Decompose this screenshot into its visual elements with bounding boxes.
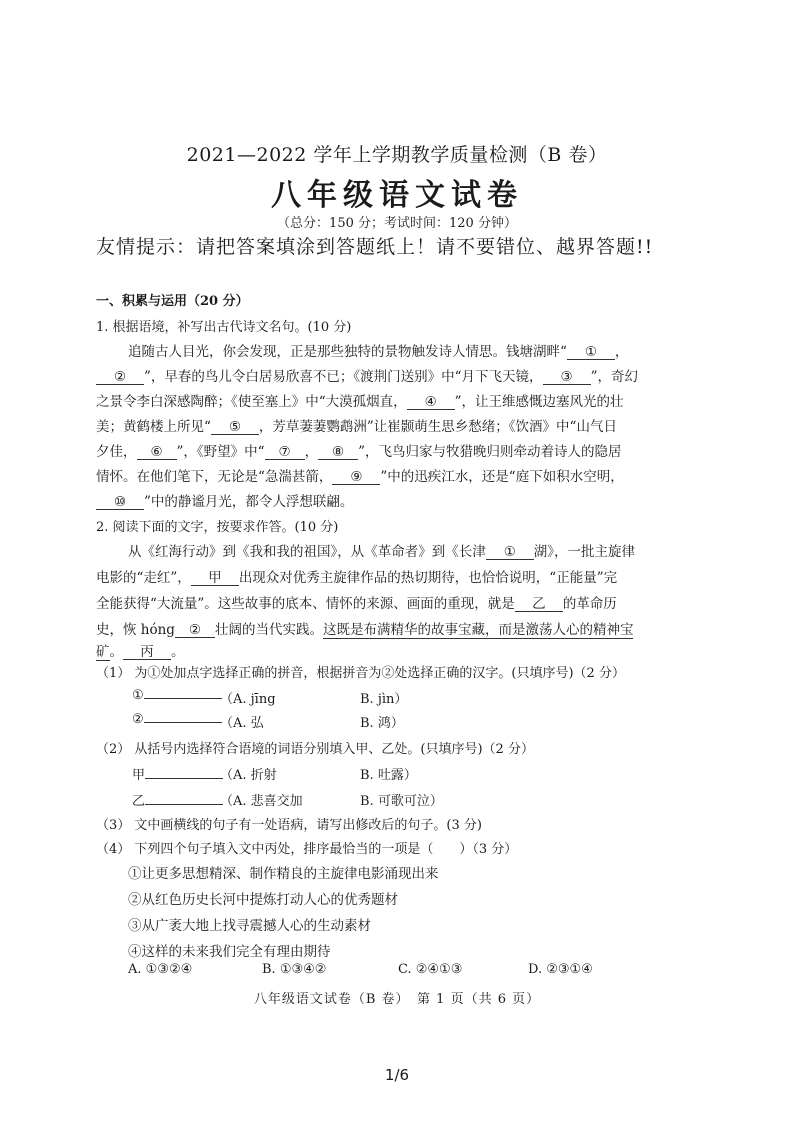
blank-3[interactable]: ③ xyxy=(543,370,591,385)
page-indicator: 1/6 xyxy=(384,1066,410,1084)
choice-c[interactable]: C. ②④①③ xyxy=(398,962,463,977)
sub1-row-1: ① xyxy=(132,688,222,703)
sub-question-1: （1） 为①处加点字选择正确的拼音，根据拼音为②处选择正确的汉字。(只填序号)（2 分） xyxy=(96,666,625,681)
sub2-row-1: 甲 xyxy=(132,764,223,783)
q2-passage-line-2: 电影的“走红”， 甲 出现众对优秀主旋律作品的热切期待，也恰恰说明，“正能量”完 xyxy=(96,570,618,586)
sub1-row-2-option-a: （A. 弘 xyxy=(220,716,264,731)
blank-1[interactable]: ① xyxy=(567,345,615,360)
q2-passage-line-4: 史，恢 hóng ② 壮阔的当代实践。这既是布满精华的故事宝藏，而是激荡人心的精神宝 xyxy=(96,622,634,638)
choice-a[interactable]: A. ①③②④ xyxy=(128,962,193,977)
sub1-row-2-option-b: B. 鸿） xyxy=(360,716,404,731)
q1-line-1: 追随古人目光，你会发现，正是那些独特的景物触发诗人情思。钱塘湖畔“ ① ， xyxy=(128,344,629,360)
sub2-row-1-option-b: B. 吐露） xyxy=(360,768,417,783)
passage-blank-yi[interactable]: 乙 xyxy=(515,597,563,612)
paper-title: 八年级语文试卷 xyxy=(271,178,523,213)
blank-10[interactable]: ⑩ xyxy=(96,495,144,510)
underlined-sentence: 这既是布满精华的故事宝藏，而是激荡人心的精神宝 xyxy=(322,622,634,638)
q2-passage-line-1: 从《红海行动》到《我和我的祖国》，从《革命者》到《长津 ① 湖》，一批主旋律 xyxy=(128,544,635,560)
sub-question-2: （2） 从括号内选择符合语境的词语分别填入甲、乙处。(只填序号)（2 分） xyxy=(96,742,534,757)
answer-field[interactable] xyxy=(145,804,223,805)
q1-title: 1. 根据语境，补写出古代诗文名句。(10 分) xyxy=(96,320,352,335)
sentence-2: ②从红色历史长河中提炼打动人心的优秀题材 xyxy=(128,892,398,908)
passage-blank-jia[interactable]: 甲 xyxy=(191,571,239,586)
q2-passage-line-3: 全能获得“大流量”。这些故事的底本、情怀的来源、画面的重现，就是 乙 的革命历 xyxy=(96,596,617,612)
q2-passage-line-5: 矿。 丙 。 xyxy=(96,644,185,660)
exam-title: 2021—2022 学年上学期教学质量检测（B 卷） xyxy=(186,144,608,166)
answer-field[interactable] xyxy=(145,778,223,779)
sub2-row-2-option-a: （A. 悲喜交加 xyxy=(220,794,303,809)
answer-field[interactable] xyxy=(144,722,222,723)
section-heading: 一、积累与运用（20 分） xyxy=(96,294,249,309)
blank-6[interactable]: ⑥ xyxy=(137,445,177,460)
blank-8[interactable]: ⑧ xyxy=(318,445,358,460)
sentence-3: ③从广袤大地上找寻震撼人心的生动素材 xyxy=(128,918,371,934)
page-footer: 八年级语文试卷（B 卷） 第 1 页（共 6 页） xyxy=(253,992,541,1007)
q1-line-6: 情怀。在他们笔下，无论是“急湍甚箭， ⑨ ”中的迅疾江水，还是“庭下如积水空明， xyxy=(96,469,624,485)
sub-question-3: （3） 文中画横线的句子有一处语病，请写出修改后的句子。(3 分) xyxy=(96,818,482,833)
passage-blank-2[interactable]: ② xyxy=(175,623,215,638)
sub2-row-2-option-b: B. 可歌可泣） xyxy=(360,794,443,809)
passage-blank-1[interactable]: ① xyxy=(486,545,534,560)
sentence-1: ①让更多思想精深、制作精良的主旋律电影涌现出来 xyxy=(128,866,439,882)
reminder: 友情提示：请把答案填涂到答题纸上！请不要错位、越界答题!! xyxy=(96,236,654,258)
sub-question-4: （4） 下列四个句子填入文中丙处，排序最恰当的一项是（ ）（3 分） xyxy=(96,842,518,857)
score-time: （总分：150 分；考试时间：120 分钟） xyxy=(277,216,517,231)
sub1-row-2: ② xyxy=(132,712,222,727)
q2-title: 2. 阅读下面的文字，按要求作答。(10 分) xyxy=(96,520,339,535)
choice-b[interactable]: B. ①③④② xyxy=(262,962,327,977)
sub2-row-1-option-a: （A. 折射 xyxy=(220,768,277,783)
answer-field[interactable] xyxy=(144,698,222,699)
sub2-row-2: 乙 xyxy=(132,790,223,809)
blank-9[interactable]: ⑨ xyxy=(332,470,380,485)
q1-line-7: ⑩ ”中的静谧月光，都令人浮想联翩。 xyxy=(96,490,353,510)
q1-line-3: 之景令李白深感陶醉；《使至塞上》中“大漠孤烟直， ④ ”，让王维感慨边塞风光的壮 xyxy=(96,394,624,410)
q1-line-2: ② ”，早春的鸟儿令白居易欣喜不已；《渡荆门送别》中“月下飞天镜， ③ ”，奇幻 xyxy=(96,365,638,385)
sub1-row-1-option-a: （A. jīng xyxy=(220,692,276,707)
blank-2[interactable]: ② xyxy=(96,370,144,385)
blank-7[interactable]: ⑦ xyxy=(265,445,305,460)
sub1-row-1-option-b: B. jìn） xyxy=(360,692,408,707)
blank-5[interactable]: ⑤ xyxy=(211,420,259,435)
sentence-4: ④这样的未来我们完全有理由期待 xyxy=(128,944,331,960)
choice-d[interactable]: D. ②③①④ xyxy=(528,962,593,977)
q1-line-4: 美；黄鹤楼上所见“ ⑤ ，芳草萋萋鹦鹉洲”让崔颢萌生思乡愁绪；《饮酒》中“山气日 xyxy=(96,419,617,435)
blank-4[interactable]: ④ xyxy=(407,395,455,410)
q1-line-5: 夕佳， ⑥ ”，《野望》中“ ⑦ ， ⑧ ”，飞鸟归家与牧猎晚归则牵动着诗人的隐居 xyxy=(96,444,622,460)
passage-blank-bing[interactable]: 丙 xyxy=(123,645,171,660)
